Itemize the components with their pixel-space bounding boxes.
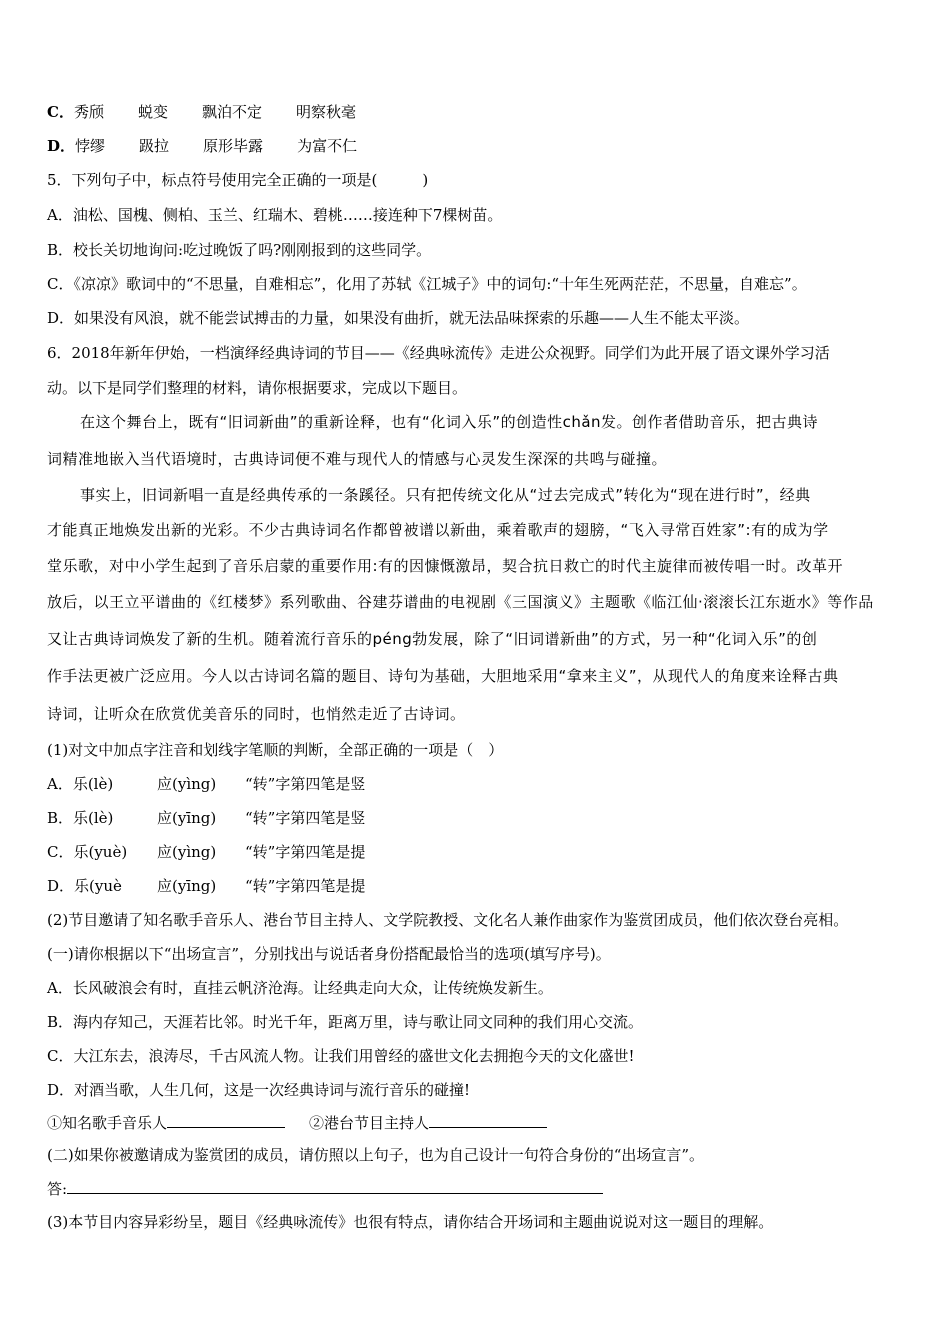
sub2-blanks xyxy=(47,1112,547,1133)
sub2-option-c: C．大江东去，浪涛尽，千古风流人物。让我们用曾经的盛世文化去拥抱今天的文化盛世! xyxy=(47,1047,635,1065)
q4-option-d xyxy=(47,136,357,156)
passage-line: 事实上，旧词新唱一直是经典传承的一条蹊径。只有把传统文化从“过去完成式”转化为“现在进行时”，经典 xyxy=(80,486,811,504)
q4-c-word2: 蜕变 xyxy=(137,103,168,121)
sub1-c-part2: 应(yìng) xyxy=(157,843,217,861)
q4-d-word4: 为富不仁 xyxy=(297,137,358,155)
passage-line: 放后，以王立平谱曲的《红楼梦》系列歌曲、谷建芬谱曲的电视剧《三国演义》主题歌《临江仙·滚滚长江东逝水》等作品 xyxy=(47,593,874,611)
sub2-option-d: D．对酒当歌，人生几何，这是一次经典诗词与流行音乐的碰撞! xyxy=(47,1081,471,1099)
answer-label: 答: xyxy=(47,1180,68,1198)
sub1-stem: (1)对文中加点字注音和划线字笔顺的判断，全部正确的一项是（ ） xyxy=(47,741,504,759)
q5-option-b: B．校长关切地询问:吃过晚饭了吗?刚刚报到的这些同学。 xyxy=(47,241,432,259)
sub1-option-c xyxy=(47,842,365,862)
sub1-d-part2: 应(yīng) xyxy=(157,877,217,895)
q4-c-word4: 明察秋毫 xyxy=(296,103,357,121)
q4-c-word1: 秀颀 xyxy=(73,103,104,121)
q5-option-a: A．油松、国槐、侧柏、玉兰、红瑞木、碧桃……接连种下7棵树苗。 xyxy=(47,206,503,224)
q4-option-c-label: C． xyxy=(47,103,74,121)
passage-line: 堂乐歌，对中小学生起到了音乐启蒙的重要作用:有的因慷慨激昂，契合抗日救亡的时代主旋律而被传唱一时。改革开 xyxy=(47,557,844,575)
q6-stem-line2: 动。以下是同学们整理的材料，请你根据要求，完成以下题目。 xyxy=(47,379,468,397)
sub1-b-part1: B．乐(lè) xyxy=(47,809,114,827)
blank2-line[interactable] xyxy=(429,1112,547,1128)
sub2-option-b: B．海内存知己，天涯若比邻。时光千年，距离万里，诗与歌让同文同种的我们用心交流。 xyxy=(47,1013,644,1031)
passage-line: 诗词，让听众在欣赏优美音乐的同时，也悄然走近了古诗词。 xyxy=(47,705,466,723)
blank2-label: ②港台节目主持人 xyxy=(309,1114,430,1132)
sub1-option-d xyxy=(47,876,365,896)
q5-option-d: D．如果没有风浪，就不能尝试搏击的力量，如果没有曲折，就无法品味探索的乐趣——人生不能太平淡。 xyxy=(47,309,750,327)
q5-stem: 5．下列句子中，标点符号使用完全正确的一项是( ) xyxy=(47,171,429,189)
q4-d-word2: 趿拉 xyxy=(139,137,170,155)
passage-line: 又让古典诗词焕发了新的生机。随着流行音乐的péng勃发展，除了“旧词谱新曲”的方式，另一种“化词入乐”的创 xyxy=(47,630,818,648)
q4-option-d-label: D． xyxy=(47,137,76,155)
sub1-a-part3: “转”字第四笔是竖 xyxy=(245,775,366,793)
blank1-line[interactable] xyxy=(167,1112,285,1128)
sub1-d-part1: D．乐(yuè xyxy=(47,877,122,895)
sub1-b-part2: 应(yīng) xyxy=(157,809,217,827)
sub1-c-part3: “转”字第四笔是提 xyxy=(245,843,366,861)
q4-option-c xyxy=(47,102,356,122)
sub2-option-a: A．长风破浪会有时，直挂云帆济沧海。让经典走向大众，让传统焕发新生。 xyxy=(47,979,553,997)
sub2-stem: (2)节目邀请了知名歌手音乐人、港台节目主持人、文学院教授、文化名人兼作曲家作为鉴赏团成员，他们依次登台亮相。 xyxy=(47,911,849,929)
answer-line[interactable] xyxy=(67,1178,603,1194)
sub3-stem: (3)本节目内容异彩纷呈，题目《经典咏流传》也很有特点，请你结合开场词和主题曲说说对这一题目的理解。 xyxy=(47,1213,774,1231)
sub2-part1: (一)请你根据以下“出场宣言”，分别找出与说话者身份搭配最恰当的选项(填写序号)。 xyxy=(47,945,611,963)
sub1-c-part1: C．乐(yuè) xyxy=(47,843,128,861)
q4-c-word3: 飘泊不定 xyxy=(201,103,262,121)
sub1-a-part2: 应(yìng) xyxy=(157,775,217,793)
passage-line: 才能真正地焕发出新的光彩。不少古典诗词名作都曾被谱以新曲，乘着歌声的翅膀，“飞入寻常百姓家”:有的成为学 xyxy=(47,521,829,539)
q4-d-word1: 悖缪 xyxy=(75,137,106,155)
sub1-option-a xyxy=(47,774,365,794)
sub1-b-part3: “转”字第四笔是竖 xyxy=(245,809,366,827)
sub2-part2: (二)如果你被邀请成为鉴赏团的成员，请仿照以上句子，也为自己设计一句符合身份的“出场宣言”。 xyxy=(47,1146,705,1164)
sub1-option-b xyxy=(47,808,365,828)
q5-option-c: C．《凉凉》歌词中的“不思量，自难相忘”，化用了苏轼《江城子》中的词句:“十年生死两茫茫，不思量，自难忘”。 xyxy=(47,275,807,293)
answer-row xyxy=(47,1178,603,1199)
sub1-d-part3: “转”字第四笔是提 xyxy=(245,877,366,895)
blank1-label: ①知名歌手音乐人 xyxy=(47,1114,168,1132)
sub1-a-part1: A．乐(lè) xyxy=(47,775,114,793)
passage-line: 作手法更被广泛应用。今人以古诗词名篇的题目、诗句为基础，大胆地采用“拿来主义”，从现代人的角度来诠释古典 xyxy=(47,667,839,685)
q4-d-word3: 原形毕露 xyxy=(203,137,264,155)
passage-line: 词精准地嵌入当代语境时，古典诗词便不难与现代人的情感与心灵发生深深的共鸣与碰撞。 xyxy=(47,450,668,468)
passage-line: 在这个舞台上，既有“旧词新曲”的重新诠释，也有“化词入乐”的创造性chǎn发。创作者借助音乐，把古典诗 xyxy=(80,413,819,431)
q6-stem-line1: 6．2018年新年伊始，一档演绎经典诗词的节目——《经典咏流传》走进公众视野。同学们为此开展了语文课外学习活 xyxy=(47,344,830,362)
